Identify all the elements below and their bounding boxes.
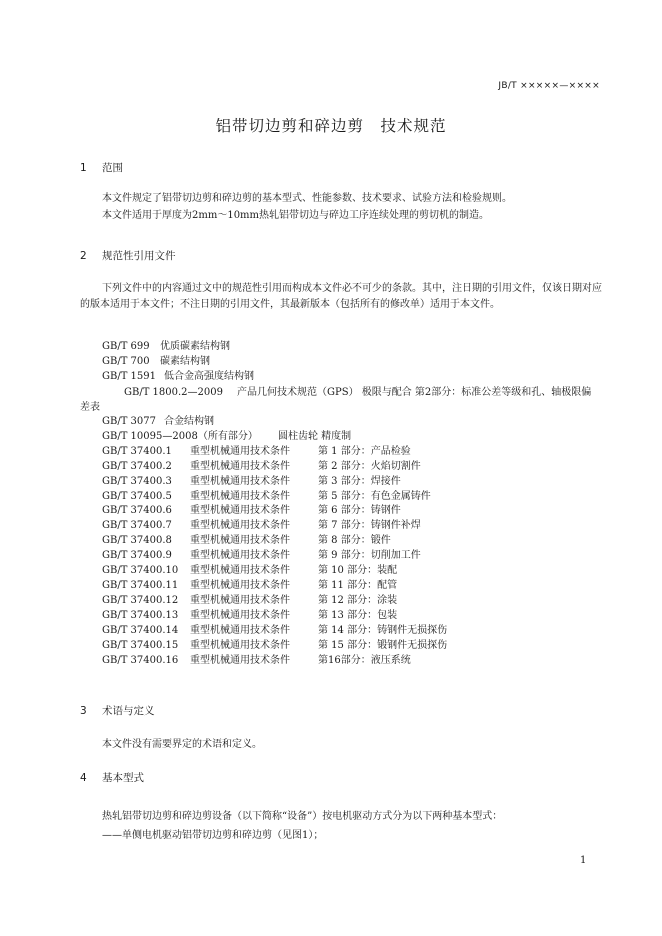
reference-name: 圆柱齿轮 精度制 [278, 430, 352, 442]
section-title: 术语与定义 [102, 705, 155, 717]
reference-item [80, 460, 600, 475]
reference-code: GB/T 37400.2 [102, 460, 172, 472]
reference-code: GB/T 10095—2008（所有部分） [102, 430, 258, 442]
reference-item [80, 549, 600, 564]
reference-code: GB/T 700 [102, 355, 150, 367]
section-4-list-item-1: ——单侧电机驱动铝带切边剪和碎边剪（见图1）； [102, 830, 324, 841]
section-3-paragraph-1: 本文件没有需要界定的术语和定义。 [102, 739, 262, 750]
reference-part: 第 9 部分：切削加工件 [318, 550, 421, 562]
reference-name: 优质碳素结构钢 [160, 341, 230, 352]
reference-item [80, 504, 600, 519]
reference-code: GB/T 37400.1 [102, 445, 172, 457]
reference-code: GB/T 1800.2—2009 [124, 386, 223, 398]
reference-name: 重型机械通用技术条件 [190, 639, 290, 651]
section-number: 3 [80, 705, 87, 717]
reference-name: 重型机械通用技术条件 [190, 580, 290, 592]
document-title: 铝带切边剪和碎边剪 技术规范 [215, 117, 447, 135]
section-title: 基本型式 [102, 772, 144, 784]
reference-part: 第 3 部分：焊接件 [318, 475, 401, 487]
reference-code: GB/T 37400.3 [102, 475, 172, 487]
reference-part: 第 14 部分：铸钢件无损探伤 [318, 624, 448, 636]
reference-name: 重型机械通用技术条件 [190, 550, 290, 562]
reference-part: 第 15 部分：锻钢件无损探伤 [318, 639, 448, 651]
reference-item [80, 579, 600, 594]
reference-code: GB/T 37400.11 [102, 580, 179, 592]
reference-code: GB/T 1591 [102, 370, 157, 382]
reference-part: 第 5 部分：有色金属铸件 [318, 490, 431, 502]
section-title: 范围 [102, 162, 123, 174]
reference-code: GB/T 3077 [102, 415, 157, 427]
section-1-paragraph-2: 本文件适用于厚度为2mm～10mm热轧铝带切边与碎边工序连续处理的剪切机的制造。 [102, 210, 490, 221]
section-2-heading [80, 248, 176, 263]
reference-code: GB/T 37400.5 [102, 490, 172, 502]
reference-code: GB/T 37400.9 [102, 550, 172, 562]
reference-code: GB/T 37400.7 [102, 520, 172, 532]
reference-name: 重型机械通用技术条件 [190, 445, 290, 457]
reference-name: 产品几何技术规范（GPS） 极限与配合 第2部分：标准公差等级和孔、轴极限偏差表 [80, 386, 592, 413]
reference-item [80, 624, 600, 639]
reference-code: GB/T 37400.13 [102, 610, 179, 621]
reference-part: 第16部分：液压系统 [318, 654, 411, 666]
reference-name: 重型机械通用技术条件 [190, 535, 290, 547]
reference-part: 第 10 部分：装配 [318, 565, 398, 577]
reference-name: 低合金高强度结构钢 [164, 370, 254, 382]
reference-part: 第 8 部分：锻件 [318, 535, 391, 547]
reference-code: GB/T 37400.12 [102, 595, 179, 607]
page-number: 1 [580, 855, 587, 866]
reference-item [80, 639, 600, 654]
reference-item [80, 445, 600, 460]
reference-code: GB/T 37400.6 [102, 505, 172, 517]
reference-code: GB/T 37400.14 [102, 624, 179, 636]
reference-code: GB/T 37400.8 [102, 535, 172, 547]
section-number: 4 [80, 772, 87, 784]
reference-item [80, 370, 600, 385]
reference-name: 重型机械通用技术条件 [190, 475, 290, 487]
reference-item [80, 490, 600, 505]
reference-name: 重型机械通用技术条件 [190, 520, 290, 532]
reference-part: 第 2 部分：火焰切割件 [318, 460, 421, 472]
reference-part: 第 13 部分：包装 [318, 610, 398, 621]
document-code: JB/T ×××××—×××× [498, 81, 600, 91]
reference-part: 第 7 部分：铸钢件补焊 [318, 520, 421, 532]
reference-name: 重型机械通用技术条件 [190, 595, 290, 607]
reference-part: 第 6 部分：铸钢件 [318, 505, 401, 517]
section-title: 规范性引用文件 [102, 250, 176, 262]
reference-name: 重型机械通用技术条件 [190, 624, 290, 636]
reference-item [80, 564, 600, 579]
section-number: 1 [80, 162, 87, 174]
reference-part: 第 12 部分：涂装 [318, 595, 398, 607]
section-1-heading [80, 160, 123, 175]
reference-part: 第 11 部分：配管 [318, 580, 398, 592]
reference-name: 重型机械通用技术条件 [190, 565, 290, 577]
reference-name: 重型机械通用技术条件 [190, 610, 290, 621]
section-4-paragraph-1: 热轧铝带切边剪和碎边剪设备（以下简称“设备”）按电机驱动方式分为以下两种基本型式： [102, 811, 503, 822]
section-2-paragraph-1: 下列文件中的内容通过文中的规范性引用而构成本文件必不可少的条款。其中，注日期的引用文件，仅该日期对应的版本适用于本文件；不注日期的引用文件，其最新版本（包括所有的修改单）适用于本文件。 [80, 283, 602, 310]
reference-item [80, 519, 600, 534]
reference-code: GB/T 37400.15 [102, 639, 179, 651]
reference-item [80, 340, 600, 355]
reference-item [80, 355, 600, 370]
section-number: 2 [80, 250, 87, 262]
reference-name: 重型机械通用技术条件 [190, 505, 290, 517]
reference-name: 碳素结构钢 [160, 355, 210, 367]
section-3-heading [80, 703, 155, 718]
reference-item [80, 594, 600, 609]
reference-name: 重型机械通用技术条件 [190, 490, 290, 502]
reference-item [80, 415, 600, 430]
reference-code: GB/T 37400.16 [102, 654, 179, 666]
reference-code: GB/T 37400.10 [102, 565, 179, 577]
normative-references-list [80, 340, 600, 669]
section-1-paragraph-1: 本文件规定了铝带切边剪和碎边剪的基本型式、性能参数、技术要求、试验方法和检验规则。 [102, 193, 512, 204]
reference-name: 合金结构钢 [164, 415, 214, 427]
reference-part: 第 1 部分：产品检验 [318, 445, 411, 457]
section-4-heading [80, 770, 144, 785]
reference-name: 重型机械通用技术条件 [190, 654, 290, 666]
reference-item [80, 475, 600, 490]
reference-item [80, 654, 600, 669]
reference-item [80, 385, 600, 415]
reference-item [80, 430, 600, 445]
reference-item [80, 609, 600, 624]
reference-code: GB/T 699 [102, 341, 150, 352]
reference-name: 重型机械通用技术条件 [190, 460, 290, 472]
reference-item [80, 534, 600, 549]
